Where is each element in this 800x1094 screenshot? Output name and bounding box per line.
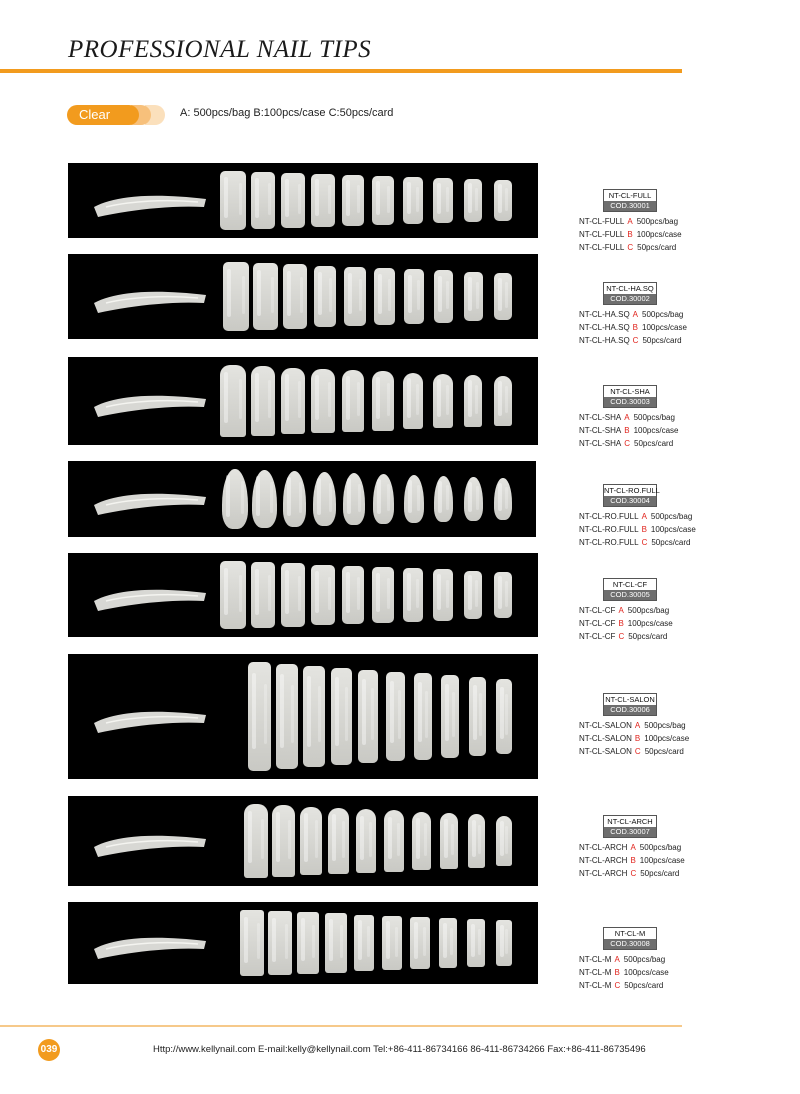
variant-grade: C [618, 632, 625, 641]
nail-tip [276, 664, 299, 769]
product-code-number: COD.30008 [604, 939, 656, 949]
nail-tip-size-set [238, 910, 518, 976]
product-code-name: NT-CL-M [614, 929, 646, 938]
nail-tip-size-set [218, 561, 518, 629]
variant-pack: 100pcs/case [642, 323, 687, 332]
variant-sku: NT-CL-HA.SQ [579, 336, 630, 345]
nail-tip [252, 470, 277, 528]
nail-tip [297, 912, 319, 973]
variant-grade: C [624, 439, 631, 448]
product-image-panel [68, 254, 538, 339]
variant-sku: NT-CL-FULL [579, 243, 625, 252]
nail-tip [494, 376, 512, 425]
nail-tip [412, 812, 431, 870]
nail-tip [372, 371, 393, 430]
nail-tip-size-set [221, 262, 518, 331]
variant-pack: 500pcs/bag [627, 606, 670, 615]
nail-tip [325, 913, 347, 972]
variant-grade: A [614, 955, 620, 964]
product-variant-line [579, 334, 689, 347]
variant-pack: 500pcs/bag [636, 217, 679, 226]
product-variant-line [579, 732, 689, 745]
variant-grade: C [632, 336, 639, 345]
nail-tip-side-view [86, 687, 214, 747]
nail-tip-side-view [86, 171, 214, 231]
variant-pack: 500pcs/bag [633, 413, 675, 422]
nail-tip [372, 176, 393, 225]
nail-tip [494, 180, 512, 220]
nail-tip [469, 677, 486, 755]
product-code-number: COD.30006 [604, 705, 656, 715]
nail-tip [240, 910, 264, 976]
variant-pack: 100pcs/case [633, 426, 679, 435]
nail-tip [356, 809, 376, 873]
nail-tip [404, 475, 424, 522]
product-variant-line [579, 536, 689, 549]
product-code-box [603, 693, 657, 716]
nail-tip [496, 679, 512, 754]
product-variant-line [579, 437, 689, 450]
nail-tip-side-view [86, 811, 214, 871]
variant-pack: 50pcs/card [651, 538, 691, 547]
product-code-number: COD.30003 [604, 397, 656, 407]
nail-tip [434, 476, 453, 521]
product-image-panel [68, 796, 538, 886]
nail-tip [283, 264, 307, 328]
variant-pack: 100pcs/case [639, 856, 685, 865]
category-tag [67, 105, 165, 125]
nail-tip [464, 375, 483, 427]
nail-tip [468, 814, 485, 867]
nail-tip [342, 370, 364, 432]
product-variant-line [579, 953, 689, 966]
nail-tip [313, 472, 336, 526]
variant-sku: NT-CL-HA.SQ [579, 323, 630, 332]
nail-tip [220, 171, 246, 230]
variant-sku: NT-CL-HA.SQ [579, 310, 630, 319]
product-code-number: COD.30005 [604, 590, 656, 600]
variant-sku: NT-CL-ARCH [579, 856, 628, 865]
variant-sku: NT-CL-RO.FULL [579, 525, 639, 534]
variant-grade: B [630, 856, 636, 865]
category-tag-label: Clear [67, 105, 139, 125]
product-code-name: NT-CL-SHA [610, 387, 650, 396]
nail-tip [496, 816, 512, 867]
product-code-number: COD.30007 [604, 827, 656, 837]
nail-tip [382, 916, 402, 970]
product-code-box [603, 385, 657, 408]
product-info [579, 578, 682, 642]
variant-sku: NT-CL-SALON [579, 747, 632, 756]
footer-rule [0, 1025, 682, 1027]
product-variant-line [579, 604, 689, 617]
variant-sku: NT-CL-RO.FULL [579, 538, 639, 547]
product-variant-line [579, 745, 689, 758]
nail-tip [439, 918, 457, 968]
variant-pack: 50pcs/card [624, 981, 664, 990]
product-code-number: COD.30002 [604, 294, 656, 304]
variant-pack: 500pcs/bag [642, 310, 684, 319]
product-code-name: NT-CL-RO.FULL [604, 486, 660, 495]
nail-tip [251, 366, 276, 435]
variant-pack: 50pcs/card [644, 747, 684, 756]
variant-sku: NT-CL-FULL [579, 230, 625, 239]
nail-tip [410, 917, 429, 969]
product-info [579, 484, 696, 548]
nail-tip [344, 267, 366, 326]
nail-tip [494, 572, 512, 619]
variant-sku: NT-CL-RO.FULL [579, 512, 639, 521]
nail-tip [281, 368, 305, 435]
variant-pack: 100pcs/case [627, 619, 673, 628]
packaging-legend: A: 500pcs/bag B:100pcs/case C:50pcs/card [180, 107, 394, 119]
nail-tip [251, 562, 276, 628]
nail-tip [414, 673, 432, 759]
nail-tip [253, 263, 278, 330]
nail-tip [496, 920, 513, 965]
variant-pack: 50pcs/card [634, 439, 674, 448]
variant-grade: C [641, 538, 648, 547]
variant-sku: NT-CL-M [579, 981, 612, 990]
product-variant-line [579, 854, 689, 867]
product-variant-line [579, 523, 696, 536]
nail-tip [343, 473, 365, 525]
nail-tip [272, 805, 295, 876]
nail-tip [222, 469, 248, 529]
product-code-box [603, 484, 660, 507]
product-image-panel [68, 357, 538, 445]
variant-grade: B [618, 619, 624, 628]
nail-tip-side-view [86, 913, 214, 973]
product-code-box [603, 927, 657, 950]
nail-tip [464, 571, 483, 620]
product-image-panel [68, 654, 538, 779]
nail-tip [464, 477, 482, 520]
nail-tip [281, 563, 305, 626]
variant-pack: 100pcs/case [650, 525, 696, 534]
nail-tip [328, 808, 349, 874]
variant-grade: A [641, 512, 647, 521]
variant-sku: NT-CL-M [579, 955, 612, 964]
nail-tip [494, 478, 512, 519]
product-variant-line [579, 979, 689, 992]
variant-pack: 50pcs/card [637, 243, 677, 252]
product-code-number: COD.30001 [604, 201, 656, 211]
product-code-name: NT-CL-FULL [608, 191, 652, 200]
variant-grade: B [634, 734, 641, 743]
product-info [579, 282, 687, 346]
variant-pack: 100pcs/case [644, 734, 690, 743]
product-variant-line [579, 424, 689, 437]
variant-grade: A [634, 721, 641, 730]
product-code-name: NT-CL-SALON [605, 695, 655, 704]
nail-tip [386, 672, 405, 762]
variant-grade: C [634, 747, 641, 756]
variant-grade: B [627, 230, 633, 239]
nail-tip [223, 262, 249, 331]
nail-tip [281, 173, 305, 228]
nail-tip [441, 675, 459, 757]
product-variant-line [579, 841, 689, 854]
product-variant-line [579, 617, 689, 630]
nail-tip [440, 813, 458, 869]
nail-tip [404, 269, 424, 324]
variant-sku: NT-CL-SHA [579, 413, 622, 422]
product-code-box [603, 282, 657, 305]
product-image-panel [68, 461, 536, 537]
variant-pack: 500pcs/bag [644, 721, 686, 730]
variant-pack: 50pcs/card [640, 869, 680, 878]
product-variant-line [579, 228, 689, 241]
variant-pack: 100pcs/case [623, 968, 669, 977]
nail-tip [314, 266, 337, 328]
variant-sku: NT-CL-CF [579, 619, 616, 628]
nail-tip [220, 561, 246, 629]
nail-tip [283, 471, 307, 527]
variant-grade: A [630, 843, 636, 852]
product-info [579, 385, 682, 449]
product-info [579, 927, 682, 991]
nail-tip [374, 268, 395, 325]
nail-tip [244, 804, 268, 878]
variant-grade: C [627, 243, 634, 252]
variant-pack: 500pcs/bag [623, 955, 666, 964]
product-info [579, 189, 682, 253]
nail-tip [303, 666, 325, 767]
nail-tip-size-set [242, 804, 518, 878]
nail-tip-size-set [218, 365, 518, 437]
product-variant-line [579, 510, 693, 523]
variant-grade: C [630, 869, 637, 878]
nail-tip [248, 662, 271, 771]
product-variant-line [579, 308, 689, 321]
nail-tip [464, 179, 483, 221]
product-info [579, 815, 685, 879]
nail-tip-size-set [246, 662, 518, 771]
nail-tip [403, 177, 423, 224]
nail-tip-side-view [86, 371, 214, 431]
nail-tip [403, 373, 423, 430]
page-number: 039 [38, 1039, 60, 1061]
product-variant-line [579, 630, 689, 643]
variant-sku: NT-CL-CF [579, 632, 616, 641]
nail-tip [358, 670, 378, 764]
product-code-box [603, 578, 657, 601]
variant-grade: B [624, 426, 630, 435]
product-variant-line [579, 966, 689, 979]
nail-tip [433, 569, 453, 620]
product-image-panel [68, 163, 538, 238]
nail-tip-side-view [86, 267, 214, 327]
variant-pack: 500pcs/bag [639, 843, 682, 852]
variant-sku: NT-CL-FULL [579, 217, 625, 226]
product-variant-line [579, 867, 689, 880]
product-code-box [603, 815, 657, 838]
product-variant-line [579, 215, 689, 228]
product-image-panel [68, 553, 538, 637]
variant-sku: NT-CL-ARCH [579, 843, 628, 852]
variant-sku: NT-CL-M [579, 968, 612, 977]
nail-tip [467, 919, 484, 967]
variant-sku: NT-CL-CF [579, 606, 616, 615]
variant-grade: A [632, 310, 639, 319]
nail-tip [342, 566, 364, 624]
product-code-name: NT-CL-ARCH [607, 817, 653, 826]
variant-pack: 100pcs/case [636, 230, 682, 239]
nail-tip [251, 172, 276, 229]
nail-tip [331, 668, 352, 766]
product-variant-line [579, 241, 689, 254]
product-image-panel [68, 902, 538, 984]
product-code-number: COD.30004 [604, 496, 656, 506]
product-variant-line [579, 411, 689, 424]
variant-grade: A [624, 413, 630, 422]
product-variant-line [579, 321, 689, 334]
nail-tip [384, 810, 404, 871]
variant-sku: NT-CL-SHA [579, 426, 622, 435]
nail-tip [268, 911, 291, 975]
nail-tip [403, 568, 423, 622]
product-info [579, 693, 690, 757]
variant-pack: 50pcs/card [628, 632, 668, 641]
nail-tip-size-set [220, 469, 518, 529]
product-code-box [603, 189, 657, 212]
nail-tip [220, 365, 246, 437]
nail-tip [311, 174, 334, 227]
nail-tip [433, 178, 453, 223]
variant-grade: B [614, 968, 620, 977]
footer-contact: Http://www.kellynail.com E-mail:kelly@kellynail.com Tel:+86-411-86734166 86-411-86734266 Fax:+86-411-86735496 [153, 1044, 646, 1055]
nail-tip [373, 474, 394, 524]
variant-grade: B [641, 525, 647, 534]
variant-grade: A [618, 606, 624, 615]
variant-grade: C [614, 981, 621, 990]
product-code-name: NT-CL-CF [612, 580, 648, 589]
nail-tip-side-view [86, 469, 214, 529]
nail-tip [372, 567, 393, 623]
nail-tip [494, 273, 512, 320]
product-variant-line [579, 719, 689, 732]
product-code-name: NT-CL-HA.SQ [606, 284, 654, 293]
nail-tip [311, 565, 334, 626]
variant-grade: A [627, 217, 633, 226]
nail-tip [311, 369, 334, 433]
nail-tip [300, 807, 322, 876]
variant-sku: NT-CL-ARCH [579, 869, 628, 878]
nail-tip [433, 374, 453, 428]
variant-grade: B [632, 323, 639, 332]
variant-sku: NT-CL-SHA [579, 439, 622, 448]
variant-sku: NT-CL-SALON [579, 721, 632, 730]
header-rule [0, 69, 682, 73]
nail-tip [342, 175, 364, 226]
nail-tip [354, 915, 375, 972]
nail-tip [434, 270, 453, 322]
page-title: PROFESSIONAL NAIL TIPS [68, 36, 372, 63]
variant-sku: NT-CL-SALON [579, 734, 632, 743]
nail-tip-side-view [86, 565, 214, 625]
variant-pack: 50pcs/card [642, 336, 682, 345]
variant-pack: 500pcs/bag [650, 512, 693, 521]
nail-tip [464, 272, 482, 322]
nail-tip-size-set [218, 171, 518, 230]
